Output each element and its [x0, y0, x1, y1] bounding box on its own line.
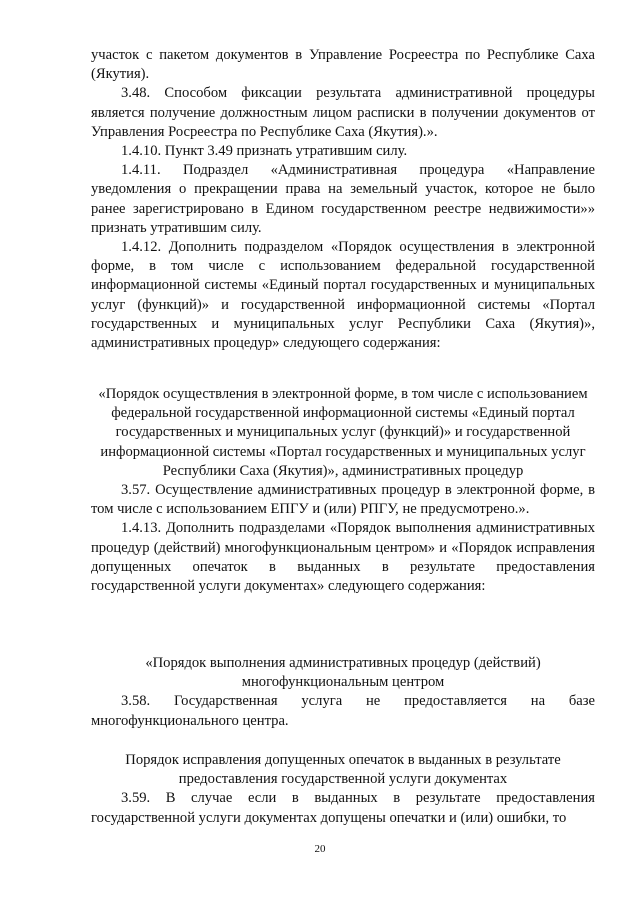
- subsection-heading-corrections: Порядок исправления допущенных опечаток в выданных в результате предоставления государственной услуги документах: [125, 752, 561, 788]
- page-number: 20: [314, 843, 326, 855]
- paragraph-3-48: 3.48. Способом фиксации результата административной процедуры является получение должностным лицом расписки в получении документов от Управления Росреестра по Республике Саха (Якутия).».: [91, 85, 595, 140]
- paragraph-continuation: участок с пакетом документов в Управление Росреестра по Республике Саха (Якутия).: [91, 47, 595, 83]
- text-block-1: [91, 46, 595, 353]
- text-block-3: [91, 654, 595, 731]
- paragraph-3-57: 3.57. Осуществление административных процедур в электронной форме, в том числе с использованием ЕПГУ и (или) РПГУ, не предусмотрено.».: [91, 482, 595, 518]
- subsection-heading-electronic: «Порядок осуществления в электронной форме, в том числе с использованием федеральной государственной информационной системы «Единый портал государственных и муниципальных услуг (функций)» и государственной информационной системы «Портал государственных и муниципальных услуг Республики Саха (Якутия)», административных процедур: [98, 386, 588, 479]
- text-block-2: [91, 385, 595, 596]
- paragraph-3-58: 3.58. Государственная услуга не предоставляется на базе многофункционального центра.: [91, 693, 595, 729]
- paragraph-1-4-12: 1.4.12. Дополнить подразделом «Порядок осуществления в электронной форме, в том числе с использованием федеральной государственной информационной системы «Единый портал государственных и муниципальных услуг (функций)» и государственной информационной системы «Портал государственных и муниципальных услуг Республики Саха (Якутия)», административных процедур» следующего содержания:: [91, 239, 595, 352]
- subsection-heading-mfc: «Порядок выполнения административных процедур (действий) многофункциональным центром: [145, 655, 541, 691]
- paragraph-1-4-10: 1.4.10. Пункт 3.49 признать утратившим силу.: [121, 143, 408, 160]
- text-block-4: [91, 751, 595, 828]
- paragraph-1-4-11: 1.4.11. Подраздел «Административная процедура «Направление уведомления о прекращении права на земельный участок, которое не было ранее зарегистрировано в Едином государственном реестре недвижимости»» признать утратившим силу.: [91, 162, 595, 236]
- paragraph-1-4-13: 1.4.13. Дополнить подразделами «Порядок выполнения административных процедур (действий) многофункциональным центром» и «Порядок исправления допущенных опечаток в выданных в результате предоставления государственной услуги документах» следующего содержания:: [91, 520, 595, 595]
- paragraph-3-59: 3.59. В случае если в выданных в результате предоставления государственной услуги документах допущены опечатки и (или) ошибки, то: [91, 790, 595, 826]
